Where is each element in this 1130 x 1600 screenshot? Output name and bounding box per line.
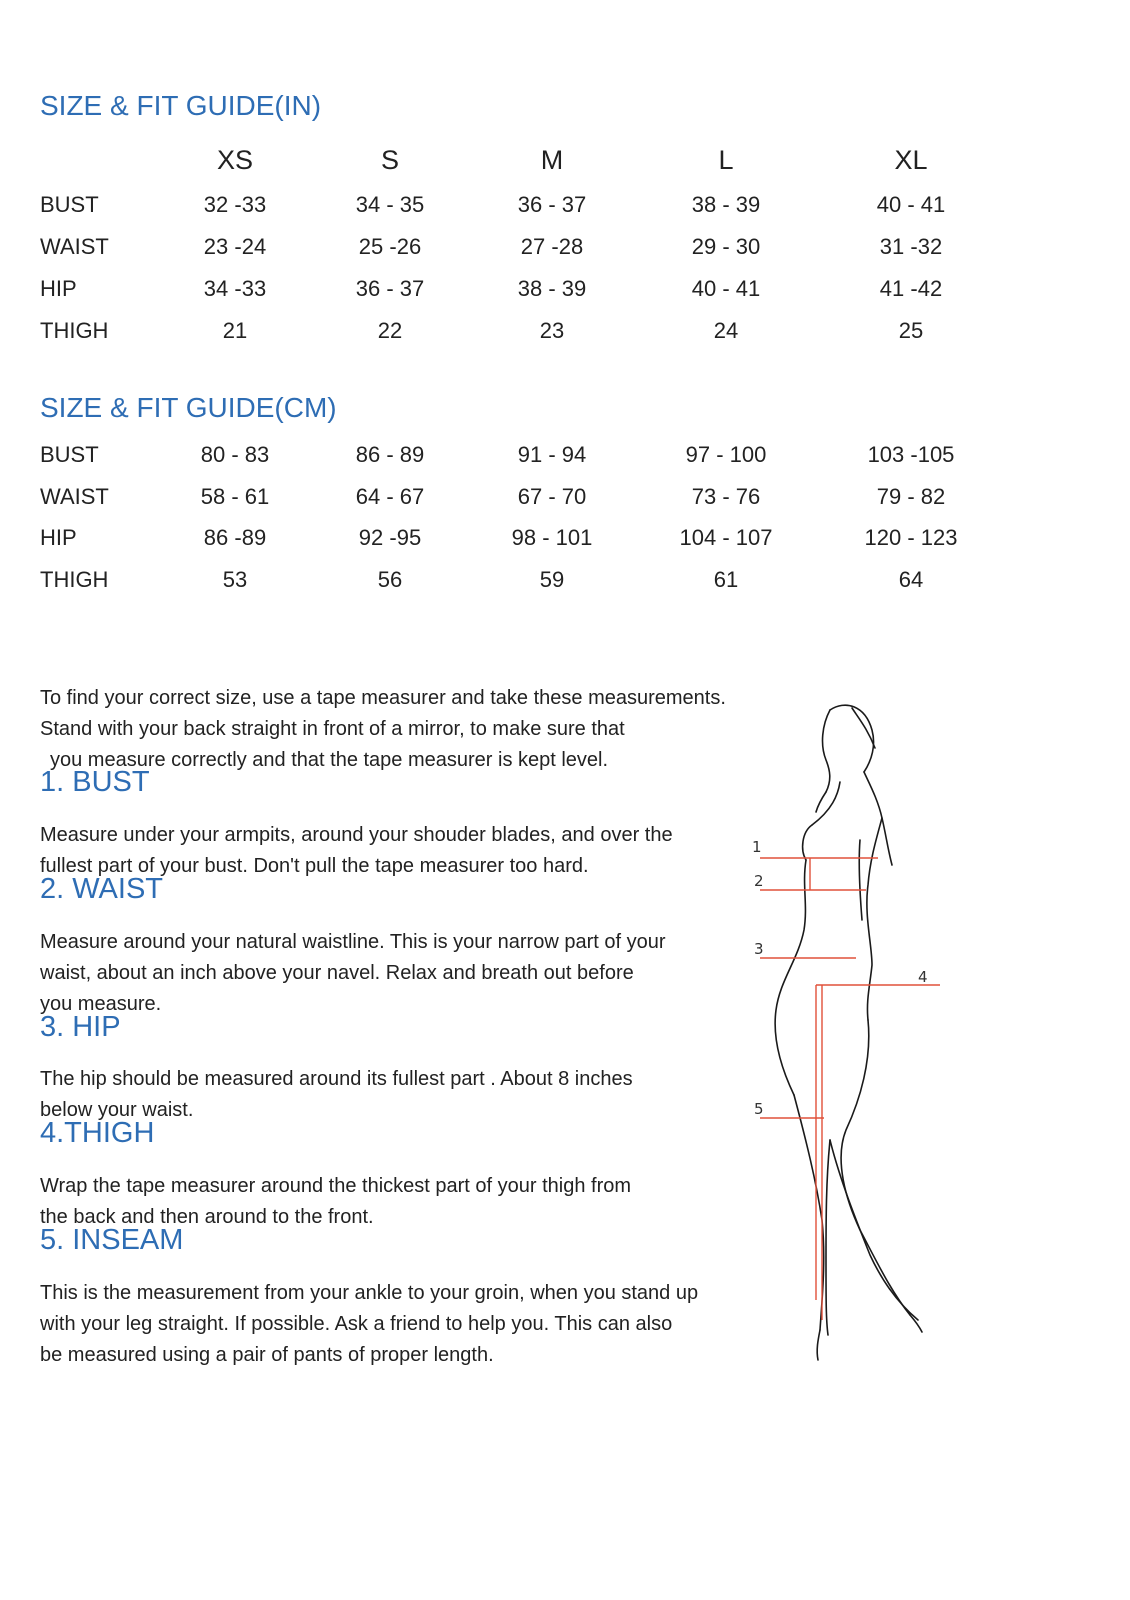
table-cell: 91 - 94: [517, 442, 587, 467]
table-cell: 36 - 37: [517, 192, 587, 217]
inseam-text: [40, 1278, 780, 1371]
marker-2: 2: [754, 872, 764, 890]
inseam-heading: 5. INSEAM: [40, 1224, 184, 1256]
cm-row-waist: [0, 484, 1130, 516]
text-line: with your leg straight. If possible. Ask a friend to help you. This can also: [40, 1313, 673, 1335]
intro-line: you measure correctly and that the tape measurer is kept level.: [50, 749, 609, 771]
text-line: fullest part of your bust. Don't pull the tape measurer too hard.: [40, 855, 589, 877]
size-header-m: M: [540, 145, 564, 175]
table-cell: 86 - 89: [355, 442, 425, 467]
table-cell: 59: [539, 567, 565, 592]
size-guide-in-title: SIZE & FIT GUIDE(IN): [40, 90, 322, 121]
table-cell: 97 - 100: [685, 442, 767, 467]
table-cell: 23: [539, 318, 565, 343]
size-header-xl: XL: [894, 145, 928, 175]
table-cell: 73 - 76: [691, 484, 761, 509]
size-header-l: L: [718, 145, 734, 175]
text-line: The hip should be measured around its fullest part . About 8 inches: [40, 1068, 633, 1090]
table-cell: 34 -33: [203, 276, 267, 301]
table-cell: 23 -24: [203, 234, 267, 259]
table-cell: 36 - 37: [355, 276, 425, 301]
text-line: you measure.: [40, 993, 162, 1015]
table-cell: 80 - 83: [200, 442, 270, 467]
row-label: BUST: [40, 442, 99, 467]
intro-paragraph: [40, 683, 800, 776]
text-line: Wrap the tape measurer around the thickest part of your thigh from: [40, 1175, 632, 1197]
table-cell: 24: [713, 318, 739, 343]
marker-5: 5: [754, 1100, 764, 1118]
text-line: Measure under your armpits, around your shouder blades, and over the: [40, 824, 673, 846]
table-cell: 64 - 67: [355, 484, 425, 509]
table-cell: 25: [898, 318, 924, 343]
intro-line: To find your correct size, use a tape measurer and take these measurements.: [40, 687, 726, 709]
in-row-hip: [0, 276, 1130, 308]
table-cell: 86 -89: [203, 525, 267, 550]
table-cell: 103 -105: [867, 442, 955, 467]
table-cell: 98 - 101: [511, 525, 593, 550]
size-header-s: S: [380, 145, 399, 175]
row-label: HIP: [40, 276, 77, 301]
text-line: Measure around your natural waistline. This is your narrow part of your: [40, 931, 666, 953]
table-cell: 61: [713, 567, 739, 592]
size-guide-cm-title: SIZE & FIT GUIDE(CM): [40, 392, 337, 423]
table-cell: 38 - 39: [517, 276, 587, 301]
text-line: the back and then around to the front.: [40, 1206, 374, 1228]
measurement-lines: [760, 858, 940, 1320]
marker-1: 1: [752, 838, 762, 856]
size-header-xs: XS: [216, 145, 254, 175]
intro-line: Stand with your back straight in front of a mirror, to make sure that: [40, 718, 625, 740]
table-cell: 79 - 82: [876, 484, 946, 509]
table-cell: 64: [898, 567, 924, 592]
table-cell: 38 - 39: [691, 192, 761, 217]
marker-3: 3: [754, 940, 764, 958]
text-line: below your waist.: [40, 1099, 194, 1121]
table-cell: 27 -28: [520, 234, 584, 259]
marker-4: 4: [918, 968, 928, 986]
table-cell: 120 - 123: [864, 525, 958, 550]
cm-row-bust: [0, 442, 1130, 474]
table-cell: 41 -42: [879, 276, 943, 301]
in-row-waist: [0, 234, 1130, 266]
table-cell: 104 - 107: [679, 525, 773, 550]
table-cell: 25 -26: [358, 234, 422, 259]
table-cell: 40 - 41: [876, 192, 946, 217]
waist-text: [40, 927, 760, 1020]
cm-row-thigh: [0, 567, 1130, 599]
text-line: This is the measurement from your ankle to your groin, when you stand up: [40, 1282, 699, 1304]
hair-icon: [830, 705, 874, 772]
row-label: THIGH: [40, 567, 109, 592]
row-label: WAIST: [40, 234, 109, 259]
table-cell: 40 - 41: [691, 276, 761, 301]
row-label: THIGH: [40, 318, 109, 343]
table-cell: 34 - 35: [355, 192, 425, 217]
table-cell: 92 -95: [358, 525, 422, 550]
row-label: WAIST: [40, 484, 109, 509]
size-header-row: [0, 145, 1130, 177]
thigh-heading: 4.THIGH: [40, 1117, 155, 1149]
row-label: BUST: [40, 192, 99, 217]
in-row-thigh: [0, 318, 1130, 350]
table-cell: 53: [222, 567, 248, 592]
measurement-markers: [752, 838, 928, 1118]
table-cell: 21: [222, 318, 248, 343]
bust-heading: 1. BUST: [40, 766, 150, 798]
table-cell: 29 - 30: [691, 234, 761, 259]
cm-row-hip: [0, 525, 1130, 557]
table-cell: 22: [377, 318, 403, 343]
table-cell: 56: [377, 567, 403, 592]
body-measurement-figure: [752, 700, 980, 1370]
table-cell: 31 -32: [879, 234, 943, 259]
text-line: be measured using a pair of pants of proper length.: [40, 1344, 494, 1366]
figure-outline: [775, 705, 922, 1360]
table-cell: 67 - 70: [517, 484, 587, 509]
row-label: HIP: [40, 525, 77, 550]
in-row-bust: [0, 192, 1130, 224]
text-line: waist, about an inch above your navel. Relax and breath out before: [40, 962, 634, 984]
table-cell: 58 - 61: [200, 484, 270, 509]
table-cell: 32 -33: [203, 192, 267, 217]
hip-heading: 3. HIP: [40, 1011, 121, 1043]
waist-heading: 2. WAIST: [40, 873, 163, 905]
